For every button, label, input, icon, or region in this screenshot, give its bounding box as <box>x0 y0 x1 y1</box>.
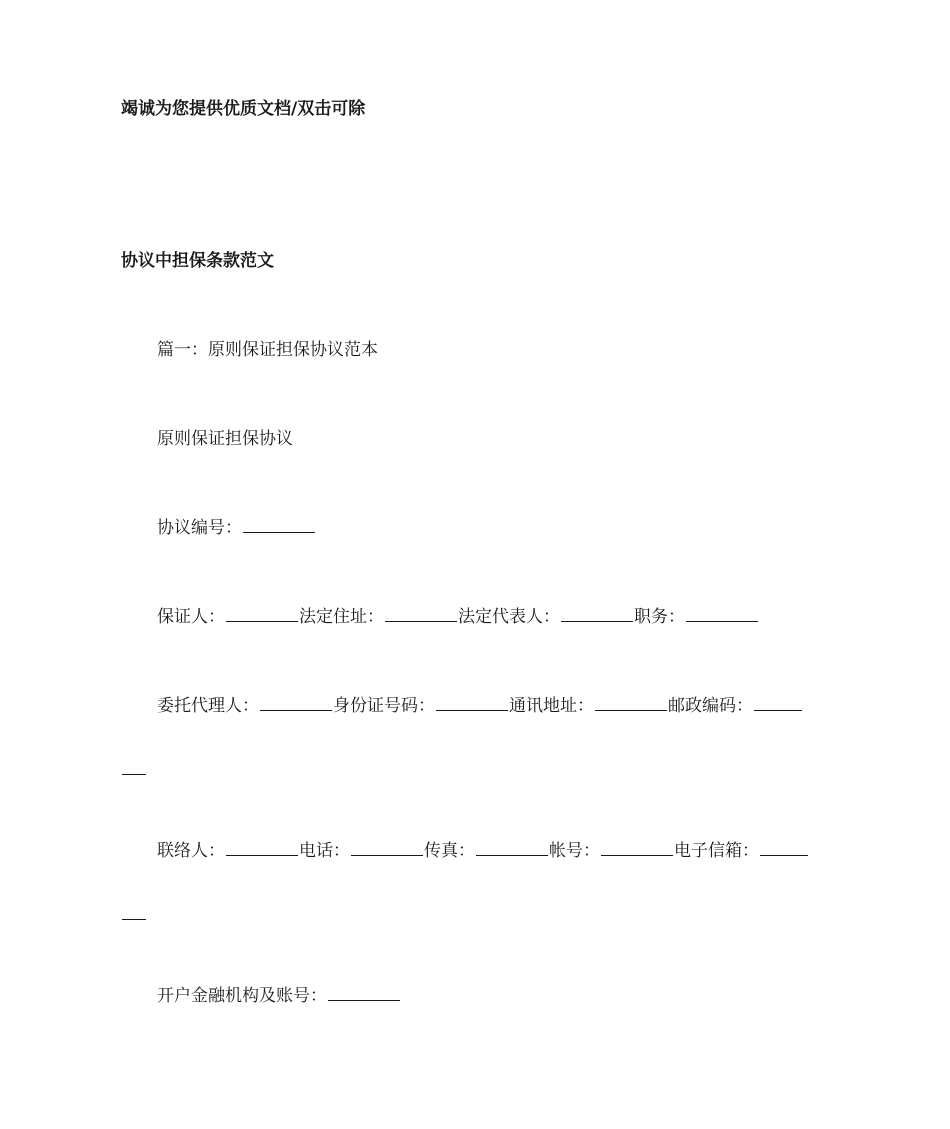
legal-rep-blank <box>561 606 633 622</box>
position-label: 职务： <box>634 607 685 627</box>
id-no-label: 身份证号码： <box>333 696 435 716</box>
postcode-label: 邮政编码： <box>668 696 753 716</box>
contact-line-continuation <box>121 903 841 927</box>
agreement-title <box>157 427 877 451</box>
bank-line <box>157 984 877 1008</box>
section-heading-text: 篇一：原则保证担保协议范本 <box>157 340 378 360</box>
agreement-title-text: 原则保证担保协议 <box>157 429 293 449</box>
contact-line <box>157 839 877 863</box>
account-blank <box>601 840 673 856</box>
postcode-blank-continued <box>122 759 146 775</box>
legal-address-blank <box>385 606 457 622</box>
agent-line-continuation <box>121 758 841 782</box>
legal-address-label: 法定住址： <box>299 607 384 627</box>
email-label: 电子信箱： <box>674 841 759 861</box>
fax-blank <box>476 840 548 856</box>
position-blank <box>686 606 758 622</box>
bank-blank <box>328 985 400 1001</box>
mail-address-label: 通讯地址： <box>509 696 594 716</box>
agreement-no-blank <box>243 517 315 533</box>
agreement-no-line <box>157 516 877 540</box>
section-heading <box>157 338 877 362</box>
legal-rep-label: 法定代表人： <box>458 607 560 627</box>
phone-blank <box>351 840 423 856</box>
document-title-text: 协议中担保条款范文 <box>121 251 274 271</box>
fax-label: 传真： <box>424 841 475 861</box>
guarantor-blank <box>226 606 298 622</box>
phone-label: 电话： <box>299 841 350 861</box>
contact-blank <box>226 840 298 856</box>
agent-blank <box>260 695 332 711</box>
header-note <box>121 97 841 121</box>
guarantor-label: 保证人： <box>157 607 225 627</box>
contact-label: 联络人： <box>157 841 225 861</box>
bank-label: 开户金融机构及账号： <box>157 986 327 1006</box>
postcode-blank <box>754 695 802 711</box>
agreement-no-label: 协议编号： <box>157 518 242 538</box>
agent-line <box>157 694 877 718</box>
guarantor-line <box>157 605 877 629</box>
email-blank-continued <box>122 904 146 920</box>
email-blank <box>760 840 808 856</box>
document-title <box>121 249 841 273</box>
header-note-text: 竭诚为您提供优质文档/双击可除 <box>121 99 366 119</box>
agent-label: 委托代理人： <box>157 696 259 716</box>
mail-address-blank <box>595 695 667 711</box>
id-no-blank <box>436 695 508 711</box>
account-label: 帐号： <box>549 841 600 861</box>
